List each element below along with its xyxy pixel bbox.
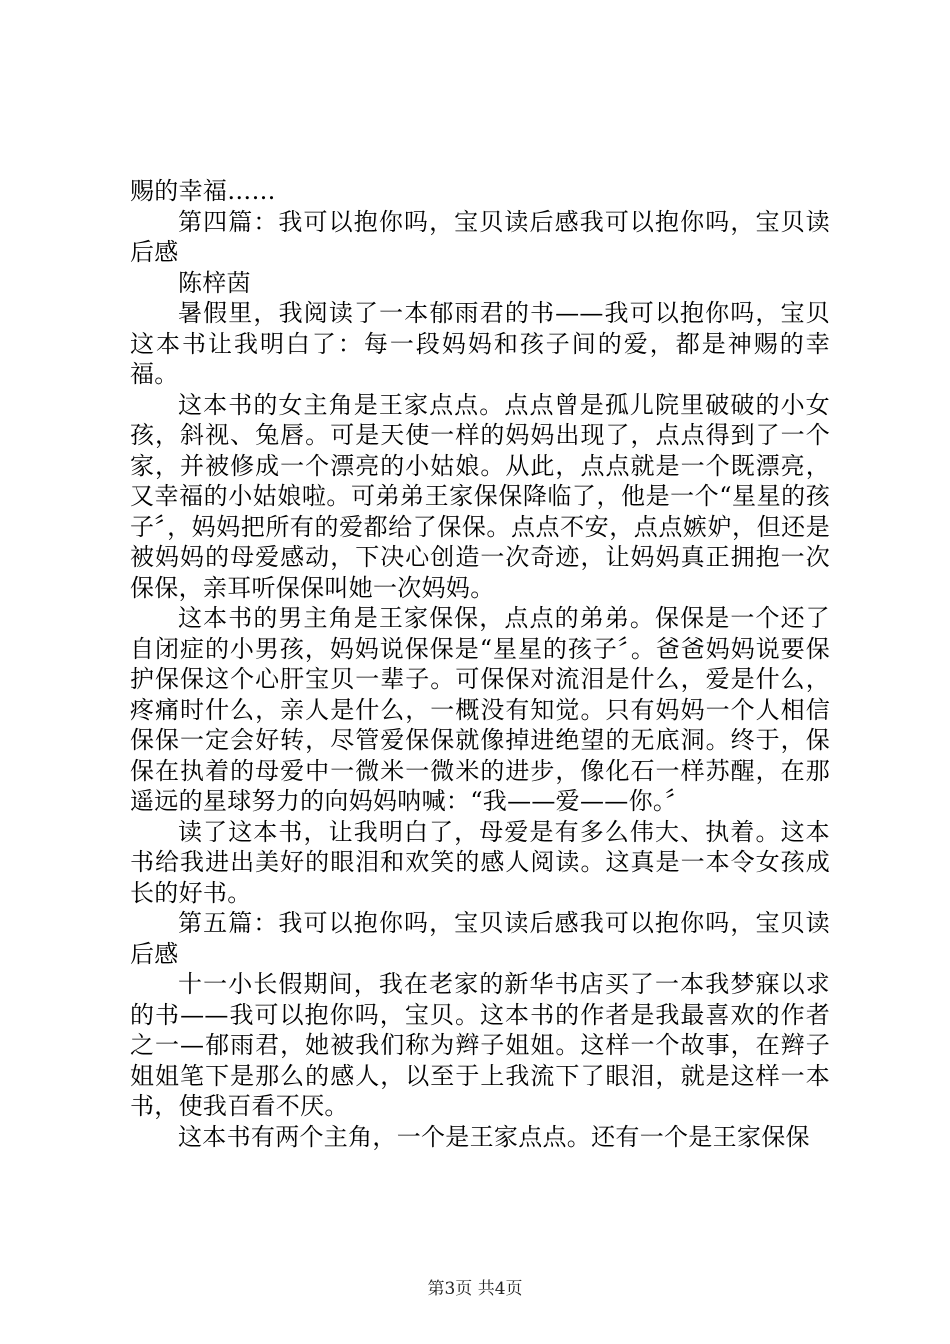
paragraph: 十一小长假期间，我在老家的新华书店买了一本我梦寐以求的书——我可以抱你吗，宝贝。这本书的作者是我最喜欢的作者之一—郁雨君，她被我们称为辫子姐姐。这样一个故事，在辫子姐姐笔下是那么的感人，以至于上我流下了眼泪，就是这样一本书，使我百看不厌。 [130,970,830,1120]
paragraph-author: 陈梓茵 [178,268,251,297]
paragraph: 读了这本书，让我明白了，母爱是有多么伟大、执着。这本书给我进出美好的眼泪和欢笑的感人阅读。这真是一本令女孩成长的好书。 [130,817,830,907]
page-number-footer: 第3页 共4页 [427,1279,523,1299]
paragraph: 这本书的女主角是王家点点。点点曾是孤儿院里破破的小女孩，斜视、兔唇。可是天使一样的妈妈出现了，点点得到了一个家，并被修成一个漂亮的小姑娘。从此，点点就是一个既漂亮，又幸福的小姑娘啦。可弟弟王家保保降临了，他是一个“星星的孩子〞，妈妈把所有的爱都给了保保。点点不安，点点嫉妒，但还是被妈妈的母爱感动，下决心创造一次奇迹，让妈妈真正拥抱一次保保，亲耳听保保叫她一次妈妈。 [130,390,830,602]
document-body [130,176,830,1152]
paragraph-heading: 第四篇：我可以抱你吗，宝贝读后感我可以抱你吗，宝贝读后感 [130,207,830,266]
paragraph: 暑假里，我阅读了一本郁雨君的书——我可以抱你吗，宝贝这本书让我明白了：每一段妈妈和孩子间的爱，都是神赐的幸福。 [130,299,830,388]
paragraph: 赐的幸福…… [130,177,276,205]
paragraph: 这本书有两个主角，一个是王家点点。还有一个是王家保保 [178,1122,810,1151]
paragraph-heading: 第五篇：我可以抱你吗，宝贝读后感我可以抱你吗，宝贝读后感 [130,909,830,968]
paragraph: 这本书的男主角是王家保保，点点的弟弟。保保是一个还了自闭症的小男孩，妈妈说保保是“星星的孩子〞。爸爸妈妈说要保护保保这个心肝宝贝一辈子。可保保对流泪是什么，爱是什么，疼痛时什么，亲人是什么，一概没有知觉。只有妈妈一个人相信保保一定会好转，尽管爱保保就像掉进绝望的无底洞。终于，保保在执着的母爱中一微米一微米的进步，像化石一样苏醒，在那遥远的星球努力的向妈妈呐喊：“我——爱——你。〞 [130,604,830,815]
